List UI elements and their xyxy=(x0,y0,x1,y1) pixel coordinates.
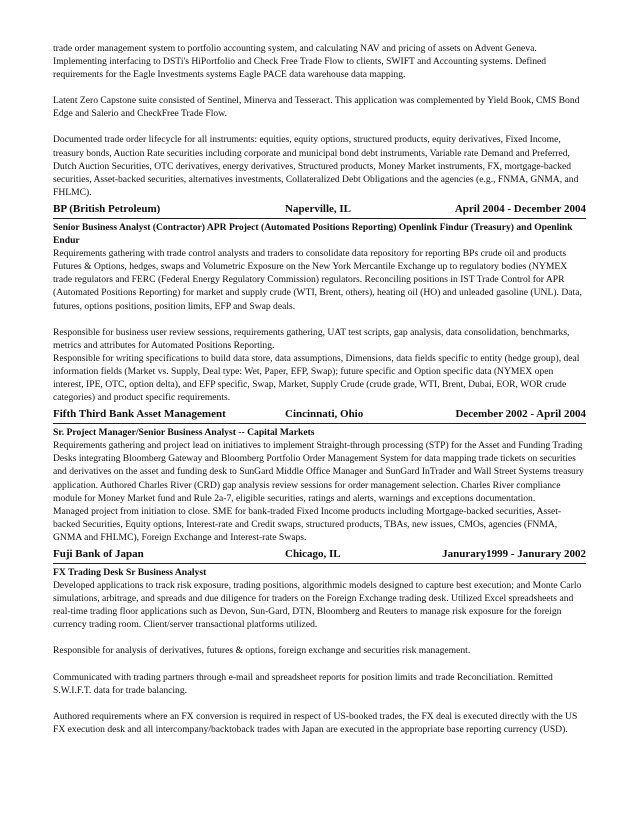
job-paragraph: Developed applications to track risk exposure, trading positions, algorithmic models designed to capture best execution; and Monte Carlo simulations, arbitrage, and spreads and due diligence for traders on the Foreign Exchange trading desk. Utilized Excel spreadsheets and real-time trading floor applications such as Devon, Sun-Gard, DTN, Bloomberg and Reuters to manage risk exposure for the foreign currency trading room. Client/server transactional platforms utilized. xyxy=(53,580,582,631)
job-paragraph: Requirements gathering with trade control analysts and traders to consolidate data repository for reporting BPs crude oil and products Futures & Options, hedges, swaps and Volumetric Exposure on the New York Mercantile Exchange up to regulatory bodies (NYMEX trade regulators and FERC (Federal Energy Regulatory Commission) regulators. Reconciling positions in IST Trade Control for APR (Automated Positions Reporting) for market and supply crude (WTI, Brent, others), heating oil (HO) and unleaded gasoline (UNL). Data, futures, options positions, position limits, EFP and Swap deals. xyxy=(53,248,582,312)
company-name: Fuji Bank of Japan xyxy=(53,548,144,560)
job-dates: Janurary1999 - Janurary 2002 xyxy=(442,548,586,560)
job-dates: April 2004 - December 2004 xyxy=(454,202,586,215)
job-paragraph: Requirements gathering and project lead on initiatives to implement Straight-through processing (STP) for the Asset and Funding Trading Desks integrating Bloomberg Gateway and Bloomberg Portfolio Order Management System for data mapping trade tickets on securities and derivatives on the asset and funding desk to SunGard Middle Office Manager and SunGard InTrader and Wall Street Systems treasury application. Authored Charles River (CRD) gap analysis review sessions for order management selection. Charles River compliance module for Money Market fund and Rule 2a-7, eligible securities, ratings and alerts, warnings and exceptions documentation. xyxy=(53,440,584,504)
job-header xyxy=(53,407,586,424)
job-dates: December 2002 - April 2004 xyxy=(455,408,586,421)
resume-page xyxy=(53,42,586,736)
intro-paragraph-1: trade order management system to portfolio accounting system, and calculating NAV and pricing of assets on Advent Geneva. Implementing interfacing to DSTi's HiPortfolio and Check Free Trade Flow to clients, SWIFT and Accounting systems. Defined requirements for the Eagle Investments systems Eagle PACE data warehouse data mapping. xyxy=(53,43,547,81)
job-paragraph: Responsible for writing specifications to build data store, data assumptions, Dimensions, data fields specific to entity (hedge group), deal information fields (Market vs. Supply, Deal type: Wet, Paper, EFP, Swap); future specific and Option specific data (NYMEX open interest, IPE, OTC, option delta), and EFP specific, Swap, Market, Supply Crude (crude grade, WTI, Brent, Dubai, EOR, WOR crude categories) and product specific requirements. xyxy=(53,352,580,404)
job-header xyxy=(53,547,586,564)
job-location: Naperville, IL xyxy=(285,202,351,215)
job-location: Cincinnati, Ohio xyxy=(285,408,364,421)
company-name: BP (British Petroleum) xyxy=(53,202,161,215)
job-header xyxy=(53,202,586,219)
job-paragraph: Managed project from initiation to close. SME for bank-traded Fixed Income products including Mortgage-backed securities, Asset-backed Securities, Equity options, Interest-rate and Credit swaps, structured products, TBAs, new issues, CMOs, agencies (FNMA, GNMA and FHLMC), Foreign Exchange and Interest-rate Swaps. xyxy=(53,505,562,543)
intro-paragraph-2: Latent Zero Capstone suite consisted of Sentinel, Minerva and Tesseract. This application was complemented by Yield Book, CMS Bond Edge and Salerio and CheckFree Trade Flow. xyxy=(53,95,580,120)
job-paragraph: Authored requirements where an FX conversion is required in respect of US-booked trades, the FX deal is executed directly with the US FX execution desk and all intercompany/backtoback trades with Japan are executed in the appropriate base reporting currency (USD). xyxy=(53,710,578,735)
job-paragraph: Communicated with trading partners through e-mail and spreadsheet reports for position limits and trade Reconciliation. Remitted S.W.I.F.T. data for trade balancing. xyxy=(53,671,553,696)
job-paragraph: Responsible for business user review sessions, requirements gathering, UAT test scripts, gap analysis, data consolidation, benchmarks, metrics and attributes for Automated Positions Reporting. xyxy=(53,326,570,351)
job-fuji-bank xyxy=(53,547,586,736)
job-role: Senior Business Analyst (Contractor) APR Project (Automated Positions Reporting) Openlink Findur (Treasury) and Openlink Endur xyxy=(53,221,573,247)
job-bp xyxy=(53,202,586,404)
job-paragraph: Responsible for analysis of derivatives, futures & options, foreign exchange and securities risk management. xyxy=(53,645,471,657)
intro-paragraph-3: Documented trade order lifecycle for all instruments: equities, equity options, structured products, equity derivatives, Fixed Income, treasury bonds, Auction Rate securities including corporate and municipal bond debt instruments, Variable rate Demand and Preferred, Dutch Auction Securities, OTC derivatives, energy derivatives, Structured products, Money Market instruments, FX, mortgage-backed securities, Asset-backed securities, alternatives investments, Collateralized Debt Obligations and the agencies (e.g., FNMA, GNMA, and FHLMC). xyxy=(53,134,579,198)
job-role: Sr. Project Manager/Senior Business Analyst -- Capital Markets xyxy=(53,427,315,439)
job-role: FX Trading Desk Sr Business Analyst xyxy=(53,567,207,578)
job-fifth-third xyxy=(53,407,586,544)
company-name: Fifth Third Bank Asset Management xyxy=(53,408,226,421)
job-location: Chicago, IL xyxy=(285,548,341,560)
